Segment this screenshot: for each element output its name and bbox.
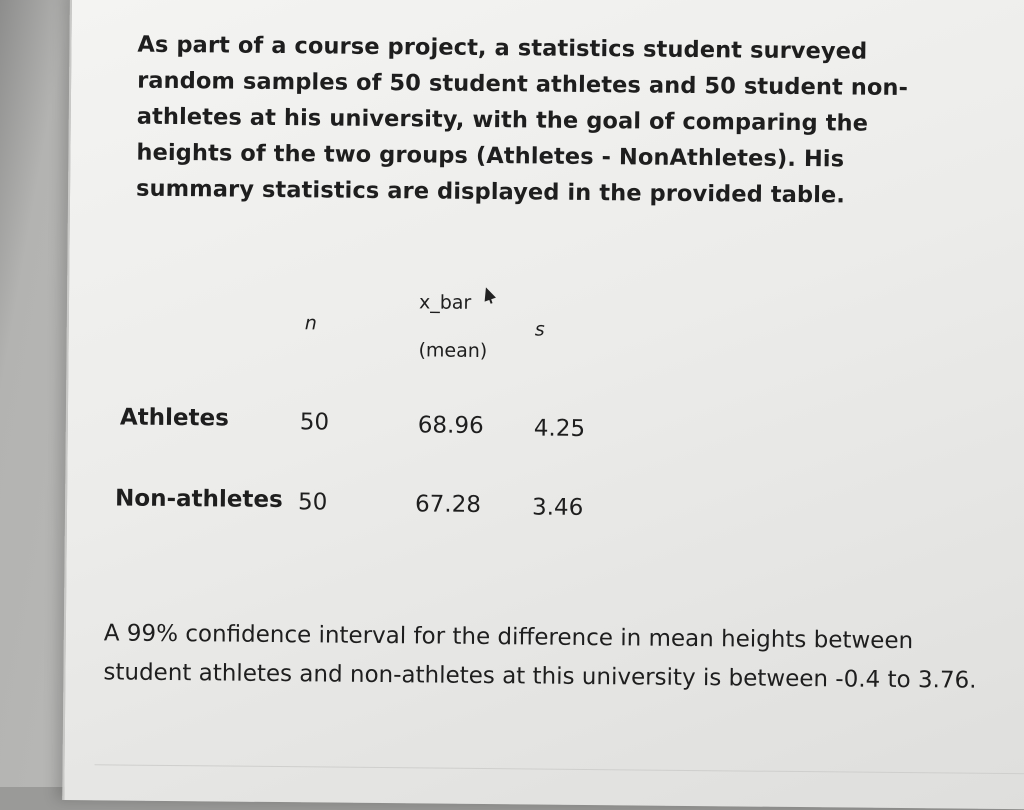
header-n: n <box>304 312 317 335</box>
cell-non-athletes-xbar: 67.28 <box>414 491 482 518</box>
document-page <box>62 0 1024 810</box>
row-label-non-athletes: Non-athletes <box>114 485 283 514</box>
header-xbar: x_bar <box>418 291 472 314</box>
header-xbar-note: (mean) <box>418 339 488 363</box>
divider <box>95 764 1024 774</box>
header-s: s <box>534 318 545 341</box>
cell-athletes-s: 4.25 <box>533 415 586 442</box>
cell-non-athletes-s: 3.46 <box>531 494 584 521</box>
conclusion-statement: A 99% confidence interval for the difference in mean heights between student athletes and non-athletes at this university is between -0.4 to 3.76. <box>103 620 977 694</box>
cell-athletes-n: 50 <box>299 409 330 436</box>
question-paragraph: As part of a course project, a statistics student surveyed random samples of 50 student athletes and 50 student non-athletes at his university, with the goal of comparing the heights of the two groups (Athletes - NonAthletes). His summary statistics are displayed in the provided table. <box>135 31 909 209</box>
cell-non-athletes-n: 50 <box>297 489 328 516</box>
arrow-cursor-icon <box>480 285 496 301</box>
cell-athletes-xbar: 68.96 <box>417 412 484 439</box>
row-label-athletes: Athletes <box>119 404 229 432</box>
